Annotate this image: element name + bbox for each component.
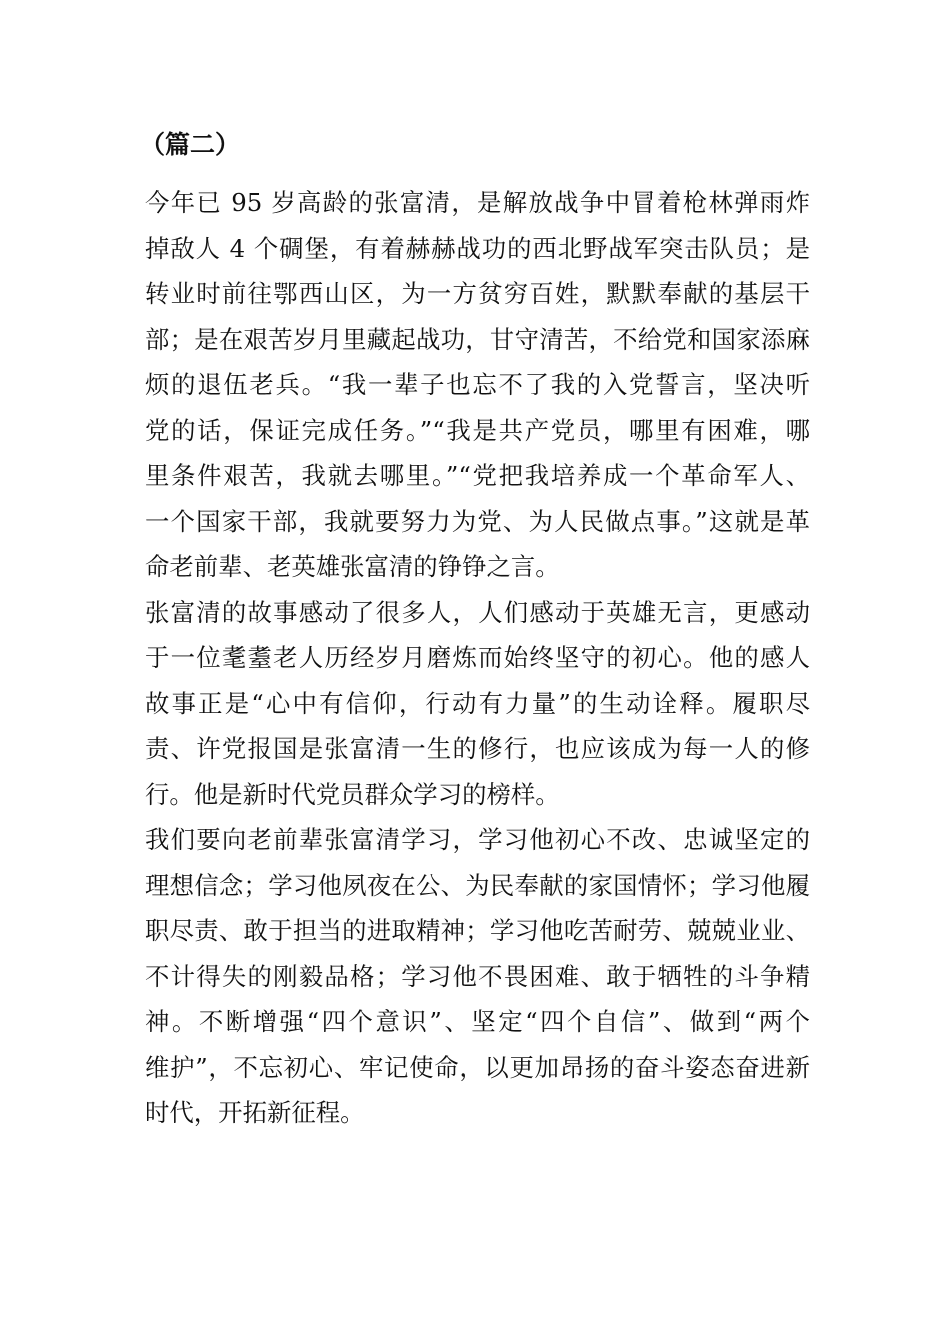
text-line: 理想信念；学习他夙夜在公、为民奉献的家国情怀；学习他履 <box>145 870 810 900</box>
text-line: 不计得失的刚毅品格；学习他不畏困难、敢于牺牲的斗争精 <box>145 961 810 991</box>
text-line: 一个国家干部，我就要努力为党、为人民做点事。”这就是革 <box>145 506 810 536</box>
text-line: 张富清的故事感动了很多人，人们感动于英雄无言，更感动 <box>145 597 810 627</box>
text-line: 我们要向老前辈张富清学习，学习他初心不改、忠诚坚定的 <box>145 825 810 854</box>
paragraph-3 <box>145 817 810 1136</box>
text-line: 神。不断增强“四个意识”、坚定“四个自信”、做到“两个 <box>145 1007 810 1036</box>
text-line: 责、许党报国是张富清一生的修行，也应该成为每一人的修 <box>145 734 810 763</box>
text-line: 掉敌人 4 个碉堡，有着赫赫战功的西北野战军突击队员；是 <box>145 233 810 263</box>
paragraph-1 <box>145 180 810 590</box>
text-line: 维护”，不忘初心、牢记使命，以更加昂扬的奋斗姿态奋进新 <box>145 1052 810 1082</box>
text-line: 里条件艰苦，我就去哪里。”“党把我培养成一个革命军人、 <box>145 461 810 490</box>
text-line: 时代，开拓新征程。 <box>145 1098 365 1127</box>
body-text <box>145 180 810 1136</box>
paragraph-2 <box>145 590 810 818</box>
text-line: 故事正是“心中有信仰，行动有力量”的生动诠释。履职尽 <box>145 688 810 718</box>
text-line: 部；是在艰苦岁月里藏起战功，甘守清苦，不给党和国家添麻 <box>145 324 810 354</box>
text-line: 转业时前往鄂西山区，为一方贫穷百姓，默默奉献的基层干 <box>145 279 810 308</box>
text-line: 命老前辈、老英雄张富清的铮铮之言。 <box>145 552 560 581</box>
text-line: 职尽责、敢于担当的进取精神；学习他吃苦耐劳、兢兢业业、 <box>145 916 810 945</box>
text-line: 党的话，保证完成任务。”“我是共产党员，哪里有困难，哪 <box>145 415 810 445</box>
text-line: 于一位耄耋老人历经岁月磨炼而始终坚守的初心。他的感人 <box>145 643 810 672</box>
text-line: 烦的退伍老兵。“我一辈子也忘不了我的入党誓言，坚决听 <box>145 370 810 399</box>
text-line: 行。他是新时代党员群众学习的榜样。 <box>145 779 560 809</box>
text-line: 今年已 95 岁高龄的张富清，是解放战争中冒着枪林弹雨炸 <box>145 188 810 217</box>
section-heading: （篇二） <box>140 130 241 159</box>
